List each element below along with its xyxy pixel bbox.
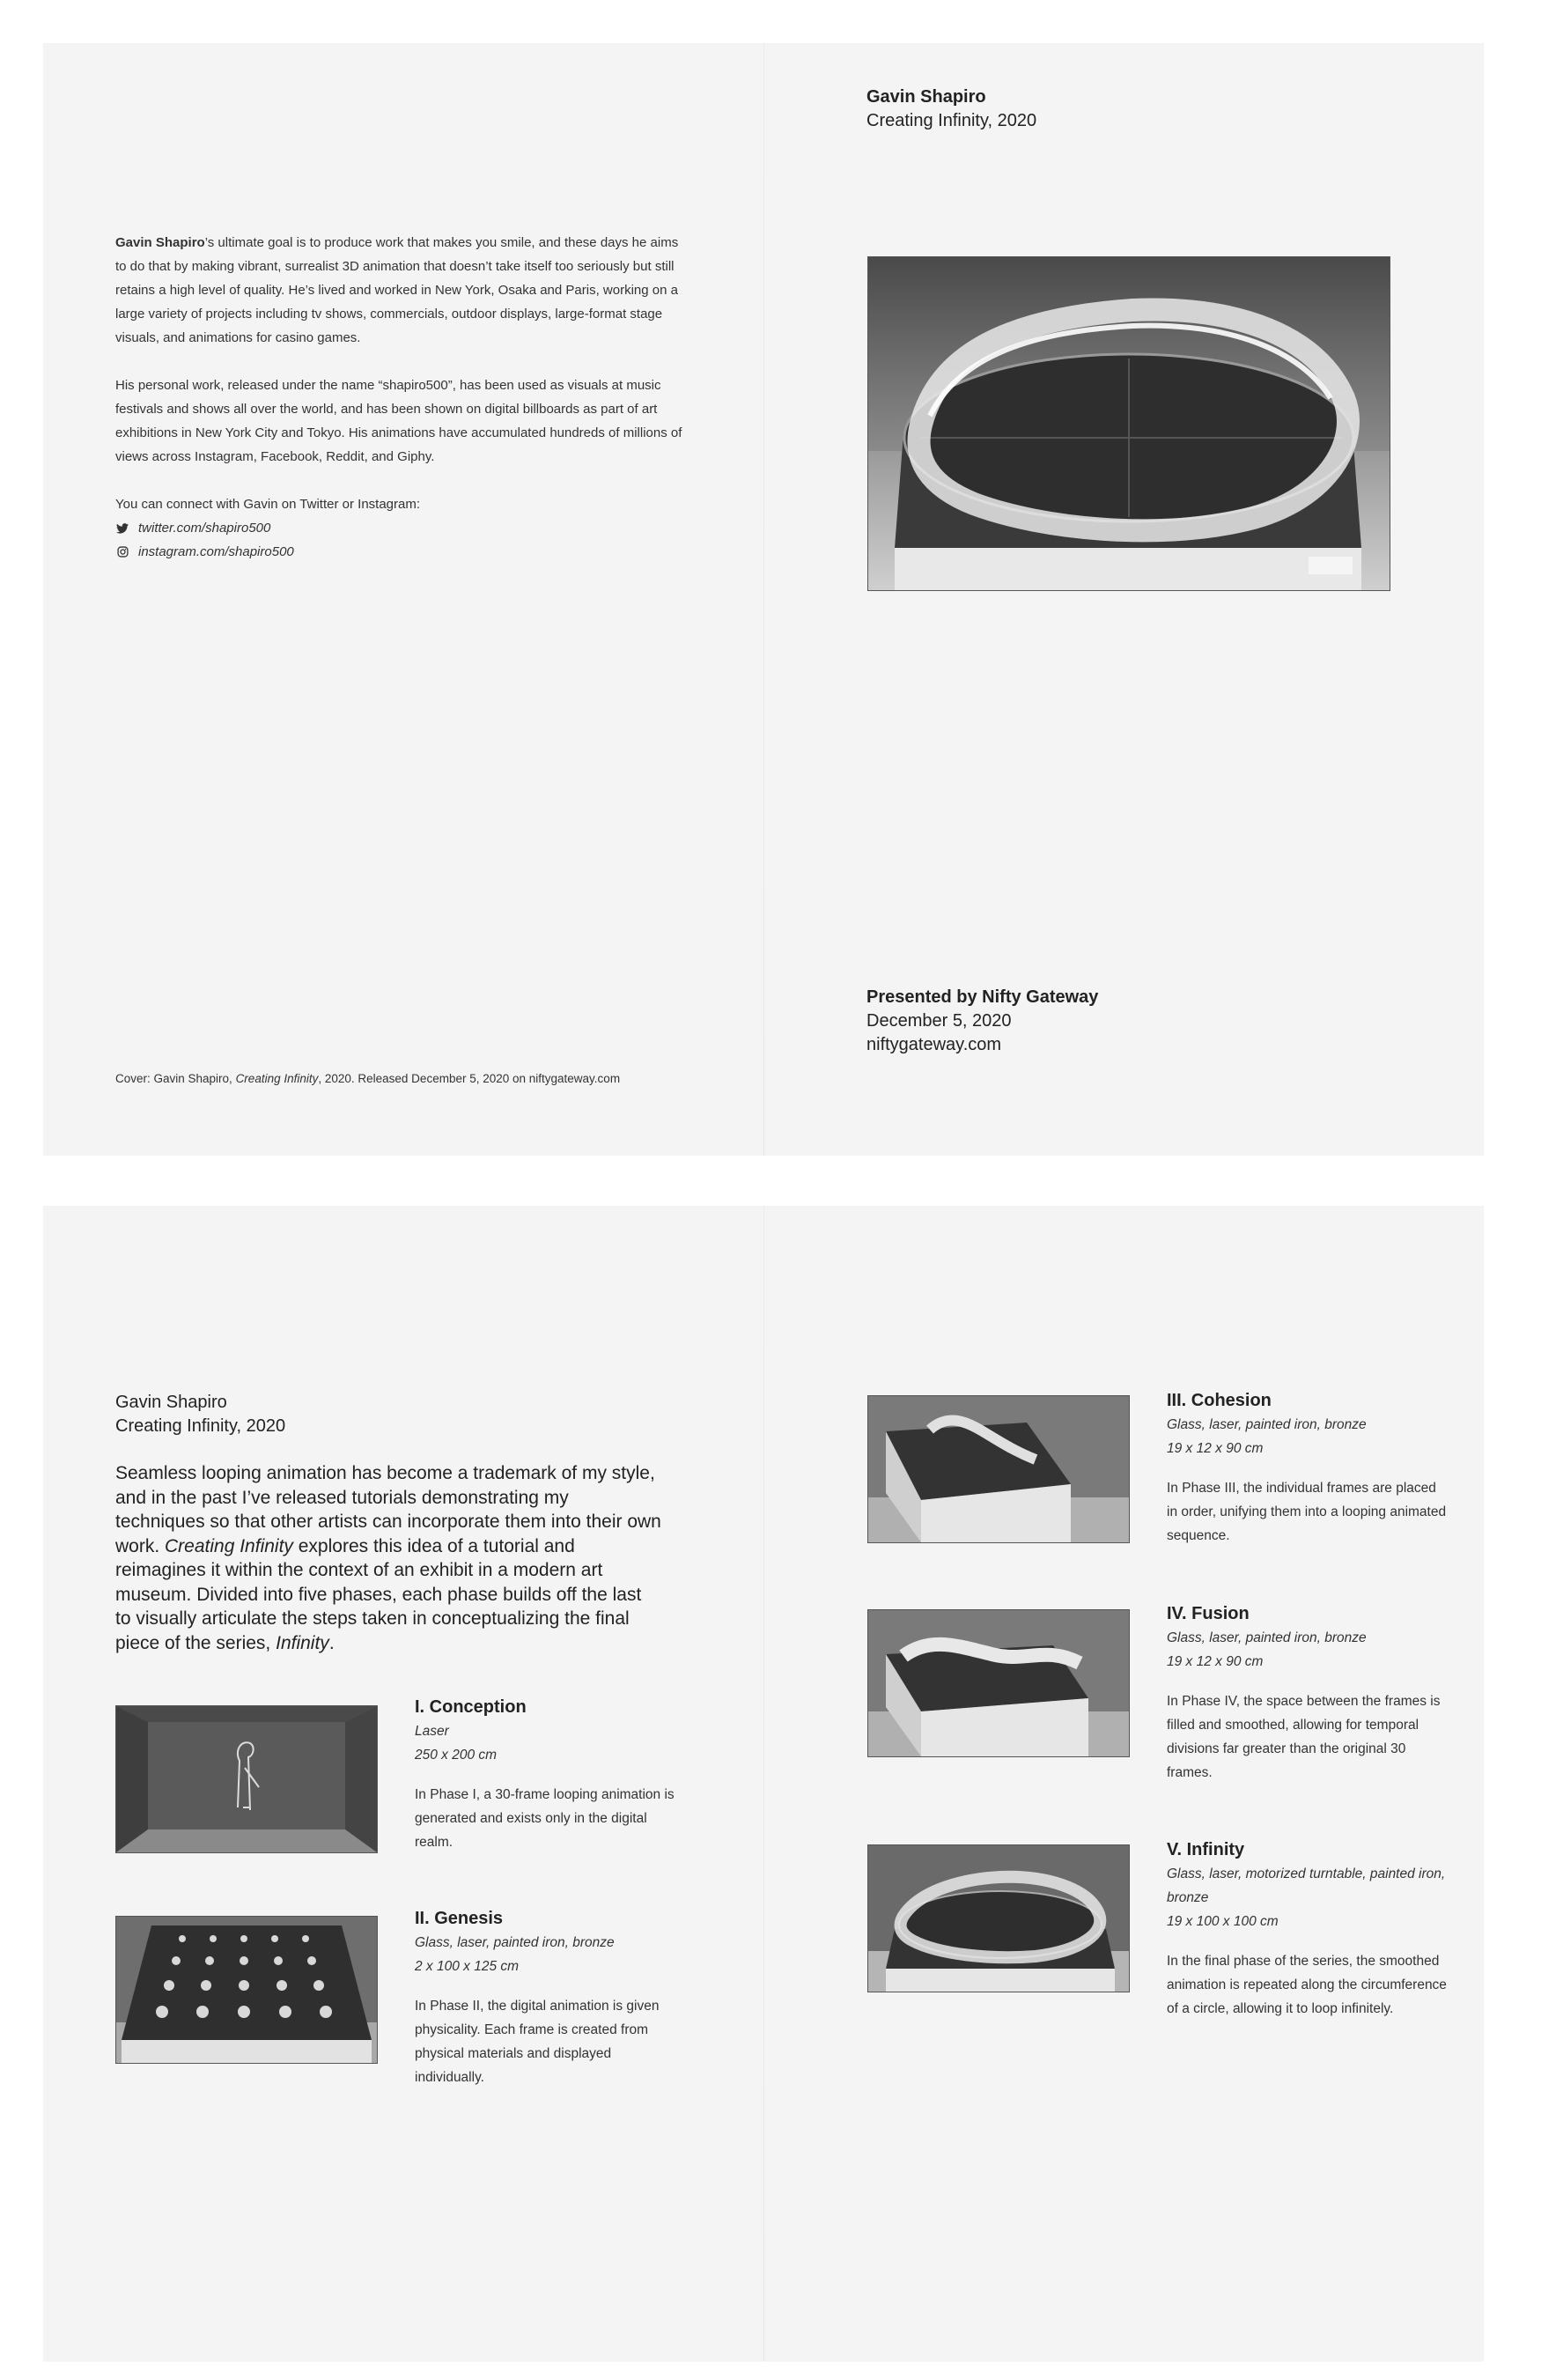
cover-caption-prefix: Cover: Gavin Shapiro, bbox=[115, 1072, 236, 1085]
cover-photo-infinity bbox=[867, 256, 1390, 591]
presented-by: Presented by Nifty Gateway bbox=[866, 987, 1099, 1007]
statement-title-ref: Creating Infinity bbox=[165, 1535, 293, 1556]
bio-artist-name: Gavin Shapiro bbox=[115, 235, 205, 250]
inner-work-title: Creating Infinity, 2020 bbox=[115, 1416, 286, 1436]
inner-artist-name: Gavin Shapiro bbox=[115, 1393, 227, 1412]
phase-3-size: 19 x 12 x 90 cm bbox=[1167, 1441, 1264, 1456]
phase-5-photo bbox=[867, 1844, 1130, 1992]
website[interactable]: niftygateway.com bbox=[866, 1035, 1002, 1054]
cover-title-block bbox=[866, 85, 1036, 133]
phase-4-description: In Phase IV, the space between the frames is filled and smoothed, allowing for temporal divisions far greater than the original 30 frames. bbox=[1167, 1694, 1441, 1780]
phase-4-text bbox=[1167, 1602, 1449, 1785]
bio-connect-text: You can connect with Gavin on Twitter or Instagram: bbox=[115, 497, 421, 512]
presented-block bbox=[866, 986, 1098, 1057]
cover-work-title: Creating Infinity, 2020 bbox=[866, 111, 1037, 130]
phase-5-description: In the final phase of the series, the smoothed animation is repeated along the circumference of a circle, allowing it to loop infinitely. bbox=[1167, 1954, 1447, 2016]
phase-3-title: III. Cohesion bbox=[1167, 1391, 1272, 1410]
fold-line bbox=[763, 1206, 764, 2362]
phase-2-title: II. Genesis bbox=[415, 1909, 504, 1928]
cover-artist-name: Gavin Shapiro bbox=[866, 87, 986, 107]
statement-end: . bbox=[328, 1632, 335, 1653]
phase-5-title: V. Infinity bbox=[1167, 1840, 1245, 1859]
phase-5-text bbox=[1167, 1838, 1449, 2021]
phase-2-description: In Phase II, the digital animation is given physicality. Each frame is created from physical materials and displayed individually. bbox=[415, 1999, 660, 2085]
instagram-row[interactable] bbox=[115, 540, 688, 564]
statement-text-1: Seamless looping animation has become a trademark of my style, and in the past I’ve released tutorials demonstrating my techniques so that other artists can incorporate them into their own work. bbox=[115, 1463, 661, 1556]
brochure-inner-sheet bbox=[43, 1206, 1484, 2362]
twitter-icon bbox=[115, 521, 129, 536]
bio-paragraph-1-text: ’s ultimate goal is to produce work that makes you smile, and these days he aims to do that by making vibrant, surrealist 3D animation that doesn’t take itself too seriously but still retains a high level of quality. He’s lived and worked in New York, Osaka and Paris, working on a large variety of projects including tv shows, commercials, outdoor displays, large-format stage visuals, and animations for casino games. bbox=[115, 235, 679, 345]
phase-3-description: In Phase III, the individual frames are placed in order, unifying them into a looping animated sequence. bbox=[1167, 1481, 1447, 1543]
phase-4-title: IV. Fusion bbox=[1167, 1604, 1250, 1623]
twitter-link[interactable]: twitter.com/shapiro500 bbox=[138, 521, 271, 536]
phase-1-text bbox=[415, 1696, 679, 1854]
phase-3-photo bbox=[867, 1395, 1130, 1543]
cover-caption-title: Creating Infinity bbox=[235, 1072, 319, 1085]
brochure-outer-sheet bbox=[43, 43, 1484, 1156]
cover-caption-suffix: , 2020. Released December 5, 2020 on niftygateway.com bbox=[318, 1072, 621, 1085]
artist-bio bbox=[115, 231, 688, 564]
phase-1-medium: Laser bbox=[415, 1724, 449, 1739]
bio-paragraph-1 bbox=[115, 231, 688, 350]
phase-1-size: 250 x 200 cm bbox=[415, 1748, 498, 1763]
twitter-row[interactable] bbox=[115, 516, 688, 540]
phase-3-medium: Glass, laser, painted iron, bronze bbox=[1167, 1417, 1367, 1432]
phase-2-text bbox=[415, 1907, 679, 2089]
phase-3-text bbox=[1167, 1389, 1449, 1548]
inner-title-block bbox=[115, 1391, 285, 1438]
phase-2-photo bbox=[115, 1916, 378, 2064]
phase-1-photo bbox=[115, 1705, 378, 1853]
phase-5-size: 19 x 100 x 100 cm bbox=[1167, 1914, 1279, 1929]
statement-text-2: explores this idea of a tutorial and reimagines it within the context of an exhibit in a modern art museum. Divided into five phases, each phase builds off the last to visually articulate the steps taken in conceptualizing the final piece of the series, bbox=[115, 1535, 642, 1653]
artist-statement bbox=[115, 1461, 661, 1655]
phase-4-medium: Glass, laser, painted iron, bronze bbox=[1167, 1630, 1367, 1645]
instagram-icon bbox=[115, 545, 129, 559]
phase-4-photo bbox=[867, 1609, 1130, 1757]
statement-series-ref: Infinity bbox=[276, 1632, 329, 1653]
release-date: December 5, 2020 bbox=[866, 1011, 1012, 1031]
phase-5-medium: Glass, laser, motorized turntable, painted iron, bronze bbox=[1167, 1866, 1446, 1905]
phase-2-size: 2 x 100 x 125 cm bbox=[415, 1959, 520, 1974]
fold-line bbox=[763, 43, 764, 1156]
phase-1-title: I. Conception bbox=[415, 1697, 527, 1717]
instagram-link[interactable]: instagram.com/shapiro500 bbox=[138, 544, 294, 559]
phase-4-size: 19 x 12 x 90 cm bbox=[1167, 1654, 1264, 1669]
bio-paragraph-2: His personal work, released under the name “shapiro500”, has been used as visuals at music festivals and shows all over the world, and has been shown on digital billboards as part of art exhibitions in New York City and Tokyo. His animations have accumulated hundreds of millions of views across Instagram, Facebook, Reddit, and Giphy. bbox=[115, 378, 682, 464]
cover-caption bbox=[115, 1072, 620, 1085]
phase-2-medium: Glass, laser, painted iron, bronze bbox=[415, 1935, 615, 1950]
phase-1-description: In Phase I, a 30-frame looping animation is generated and exists only in the digital realm. bbox=[415, 1787, 675, 1850]
